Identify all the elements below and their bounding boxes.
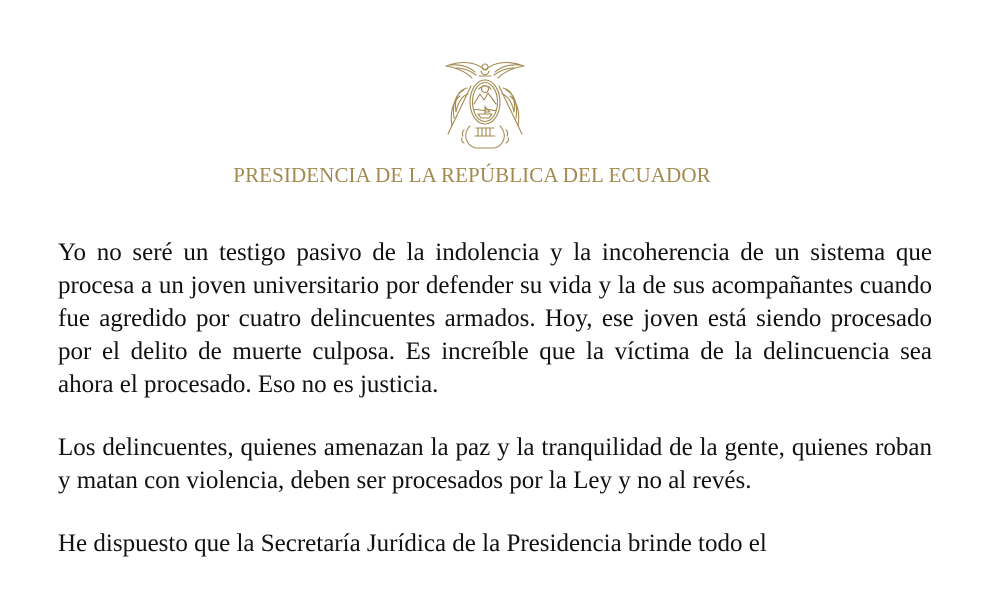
institution-name: PRESIDENCIA DE LA REPÚBLICA DEL ECUADOR xyxy=(233,163,711,187)
paragraph: Yo no seré un testigo pasivo de la indolencia y la incoherencia de un sistema que procesa a un joven universitario por defender su vida y la de sus acompañantes cuando fue agredido por cuatro delincuentes armados. Hoy, ese joven está siendo procesado por el delito de muerte culposa. Es increíble que la víctima de la delincuencia sea ahora el procesado. Eso no es justicia. xyxy=(58,239,932,398)
paragraph: He dispuesto que la Secretaría Jurídica de la Presidencia brinde todo el xyxy=(58,530,767,557)
letterhead xyxy=(0,0,990,200)
letter-body xyxy=(58,236,932,590)
ecuador-coat-of-arms-icon xyxy=(438,56,532,156)
paragraph: Los delincuentes, quienes amenazan la paz y la tranquilidad de la gente, quienes roban y matan con violencia, deben ser procesados por la Ley y no al revés. xyxy=(58,434,932,494)
